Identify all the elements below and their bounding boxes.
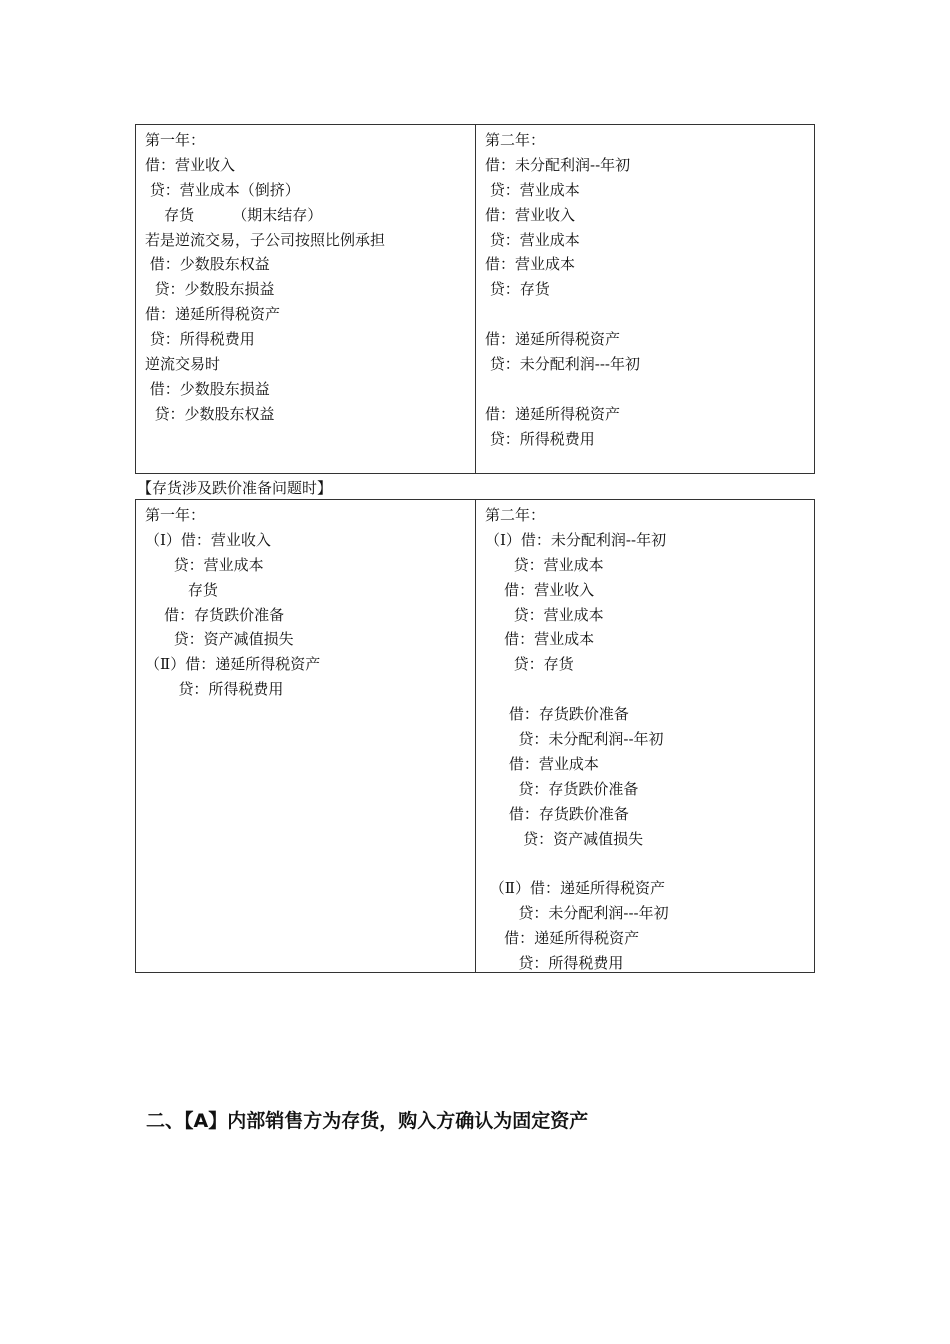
entry-line [485, 377, 814, 402]
entry-line: 第一年： [145, 131, 206, 149]
entry-line: 贷：少数股东损益 [145, 280, 275, 299]
entry-line: 贷：营业成本 [145, 555, 264, 574]
entry-line: 借：递延所得税资产 [145, 305, 281, 324]
entry-line: （Ⅰ）借：未分配利润--年初 [485, 530, 667, 549]
entry-line: 贷：资产减值损失 [485, 829, 644, 848]
second-year-column [475, 125, 814, 473]
entry-line [485, 677, 814, 702]
entry-line: 贷：未分配利润---年初 [485, 355, 640, 374]
entry-line: 借：营业成本 [485, 630, 595, 649]
entry-line: 贷：所得税费用 [145, 330, 255, 349]
entry-line: 贷：营业成本 [485, 230, 580, 249]
entry-line: 第二年： [485, 131, 546, 149]
entry-line: 贷：所得税费用 [145, 680, 284, 699]
entry-line: 借：少数股东损益 [145, 379, 270, 398]
section-heading: 二、【A】内部销售方为存货，购入方确认为固定资产 [146, 1110, 589, 1132]
entry-line: 若是逆流交易，子公司按照比例承担 [145, 230, 386, 249]
entry-line: 借：营业成本 [485, 255, 576, 274]
entry-line [485, 302, 814, 327]
entry-line: 贷：营业成本 [485, 605, 604, 624]
entry-line: 借：营业成本 [485, 754, 599, 773]
entry-line: 贷：营业成本（倒挤） [145, 180, 300, 199]
entry-line: 存货 [145, 580, 218, 599]
entry-line: 借：存货跌价准备 [485, 705, 629, 724]
entry-line: 逆流交易时 [145, 355, 221, 374]
entry-line: 贷：存货跌价准备 [485, 779, 639, 798]
entry-line: 借：未分配利润--年初 [485, 155, 631, 174]
impairment-entries-table [135, 499, 815, 973]
entry-line: 贷：营业成本 [485, 180, 580, 199]
journal-entries-table [135, 124, 815, 474]
impairment-caption: 【存货涉及跌价准备问题时】 [137, 479, 333, 497]
entry-line: 贷：资产减值损失 [145, 630, 294, 649]
entry-line: 借：营业收入 [485, 580, 595, 599]
second-year-column [475, 500, 814, 972]
entry-line: 存货 （期末结存） [145, 205, 323, 224]
entry-line: （Ⅱ）借：递延所得税资产 [145, 655, 321, 674]
entry-line: （Ⅱ）借：递延所得税资产 [485, 879, 665, 898]
entry-line: 借：少数股东权益 [145, 255, 270, 274]
entry-line: 第一年： [145, 506, 206, 524]
first-year-column [136, 125, 475, 473]
entry-line: 贷：所得税费用 [485, 954, 624, 973]
entry-line: 贷：所得税费用 [485, 429, 595, 448]
entry-line: 借：营业收入 [485, 205, 576, 224]
entry-line: 贷：未分配利润--年初 [485, 730, 664, 749]
entry-line [485, 851, 814, 876]
entry-line: 借：营业收入 [145, 155, 236, 174]
entry-line: 借：递延所得税资产 [485, 404, 621, 423]
entry-line: （Ⅰ）借：营业收入 [145, 530, 271, 549]
entry-line: 借：递延所得税资产 [485, 929, 640, 948]
entry-line: 贷：未分配利润---年初 [485, 904, 669, 923]
entry-line: 贷：存货 [485, 280, 550, 299]
entry-line: 贷：营业成本 [485, 555, 604, 574]
entry-line: 借：递延所得税资产 [485, 330, 621, 349]
entry-line: 借：存货跌价准备 [485, 804, 629, 823]
entry-line: 借：存货跌价准备 [145, 605, 285, 624]
first-year-column [136, 500, 475, 972]
entry-line: 第二年： [485, 506, 546, 524]
entry-line: 贷：少数股东权益 [145, 404, 275, 423]
entry-line: 贷：存货 [485, 655, 574, 674]
